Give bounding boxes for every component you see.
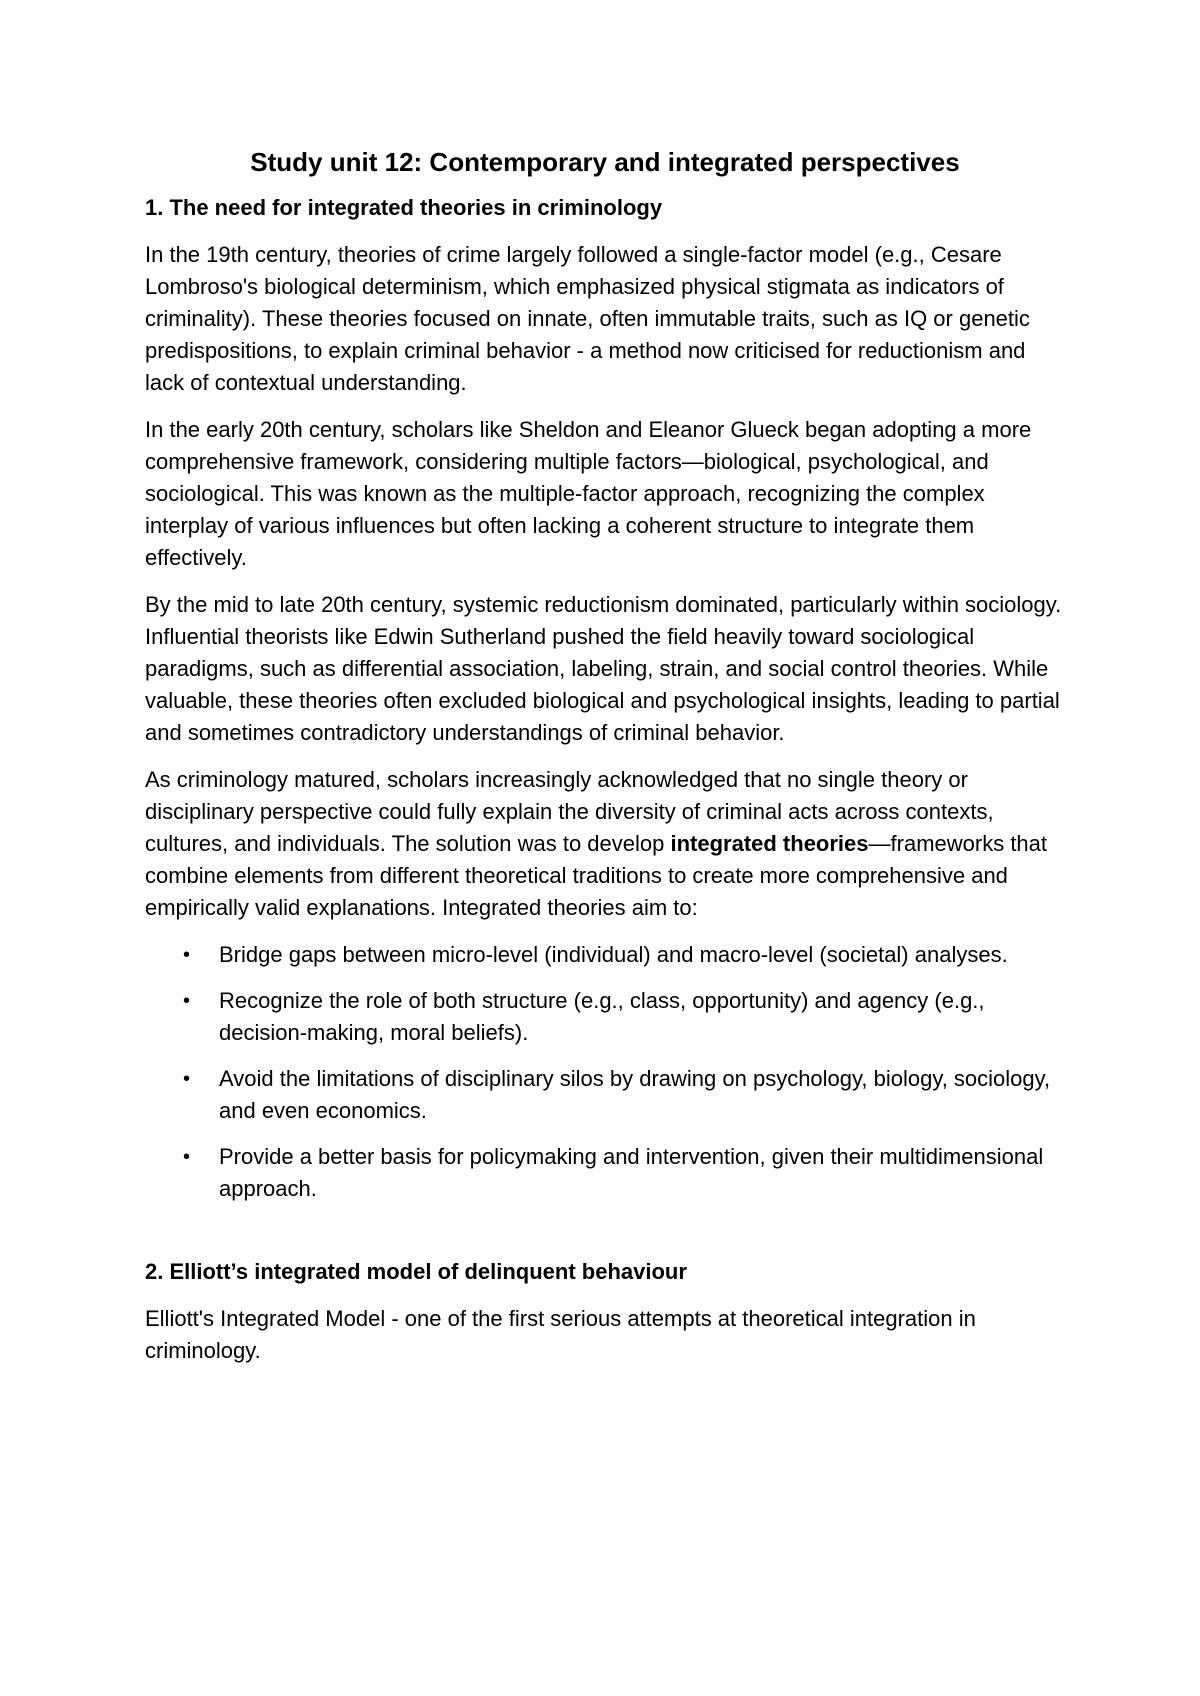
- list-item: [145, 985, 1065, 1049]
- paragraph-text-before: As criminology matured, scholars increasingly acknowledged that no single theory or disciplinary perspective could fully explain the diversity of criminal acts across contexts, cultures, and individuals. The solution was to develop: [145, 767, 994, 856]
- paragraph-19th-century: In the 19th century, theories of crime largely followed a single-factor model (e.g., Cesare Lombroso's biological determinism, which emphasized physical stigmata as indicators of criminality). These theories focused on innate, often immutable traits, such as IQ or genetic predispositions, to explain criminal behavior - a method now criticised for reductionism and lack of contextual understanding.: [145, 242, 1030, 395]
- section-heading-integrated-theories: 1. The need for integrated theories in criminology: [145, 195, 663, 220]
- list-item: [145, 1141, 1065, 1205]
- section-heading-elliott-model: 2. Elliott’s integrated model of delinquent behaviour: [145, 1259, 687, 1284]
- list-item-text: Bridge gaps between micro-level (individual) and macro-level (societal) analyses.: [219, 942, 1008, 967]
- list-item-text: Provide a better basis for policymaking and intervention, given their multidimensional approach.: [219, 1144, 1044, 1201]
- bullet-icon: •: [183, 944, 191, 966]
- document-body: [145, 145, 1065, 1382]
- bullet-icon: •: [183, 1146, 191, 1168]
- list-item-text: Avoid the limitations of disciplinary silos by drawing on psychology, biology, sociology, and even economics.: [219, 1066, 1051, 1123]
- paragraph-elliott-model: Elliott's Integrated Model - one of the first serious attempts at theoretical integration in criminology.: [145, 1306, 976, 1363]
- list-item: [145, 939, 1065, 971]
- list-item: [145, 1063, 1065, 1127]
- integrated-theories-aims-list: [145, 939, 1065, 1205]
- bullet-icon: •: [183, 990, 191, 1012]
- list-item-text: Recognize the role of both structure (e.g., class, opportunity) and agency (e.g., decision-making, moral beliefs).: [219, 988, 985, 1045]
- paragraph-mid-late-20th-century: By the mid to late 20th century, systemic reductionism dominated, particularly within sociology. Influential theorists like Edwin Sutherland pushed the field heavily toward sociological paradigms, such as differential association, labeling, strain, and social control theories. While valuable, these theories often excluded biological and psychological insights, leading to partial and sometimes contradictory understandings of criminal behavior.: [145, 592, 1062, 745]
- paragraph-early-20th-century: In the early 20th century, scholars like Sheldon and Eleanor Glueck began adopting a more comprehensive framework, considering multiple factors—biological, psychological, and sociological. This was known as the multiple-factor approach, recognizing the complex interplay of various influences but often lacking a coherent structure to integrate them effectively.: [145, 417, 1032, 570]
- bold-term-integrated-theories: integrated theories: [670, 831, 869, 856]
- paragraph-text-after: —frameworks that combine elements from different theoretical traditions to create more comprehensive and empirically valid explanations. Integrated theories aim to:: [145, 831, 1048, 920]
- document-title: Study unit 12: Contemporary and integrated perspectives: [250, 147, 960, 177]
- paragraph-criminology-matured: [145, 764, 1065, 924]
- bullet-icon: •: [183, 1068, 191, 1090]
